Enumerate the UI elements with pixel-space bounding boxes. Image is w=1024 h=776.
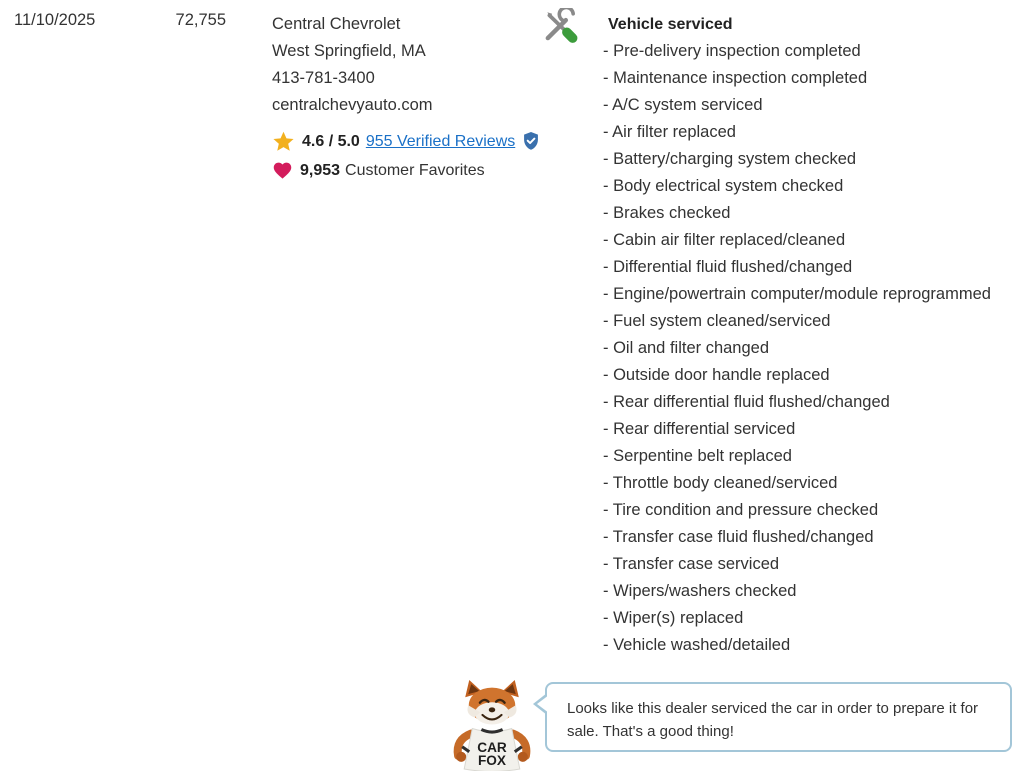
service-item: - Vehicle washed/detailed [603, 636, 791, 654]
record-mileage: 72,755 [175, 11, 226, 29]
service-item: - Differential fluid flushed/changed [603, 258, 853, 276]
service-item: - Transfer case fluid flushed/changed [603, 528, 874, 546]
verified-badge-icon [521, 131, 541, 151]
service-item: - Brakes checked [603, 204, 731, 222]
dealer-name: Central Chevrolet [272, 15, 401, 33]
customer-favorites-row [272, 157, 541, 183]
service-details [603, 11, 991, 659]
service-item: - Tire condition and pressure checked [603, 501, 879, 519]
service-item: - Engine/powertrain computer/module reprogrammed [603, 285, 991, 303]
star-icon [272, 130, 295, 153]
dealer-phone: 413-781-3400 [272, 69, 375, 87]
service-item: - Battery/charging system checked [603, 150, 857, 168]
heart-icon [272, 160, 293, 181]
carfox-mascot [444, 679, 540, 771]
service-item: - Serpentine belt replaced [603, 447, 792, 465]
svg-text:CAR: CAR [477, 739, 507, 755]
dealer-rating-row [272, 128, 541, 154]
carfox-speech-text: Looks like this dealer serviced the car in order to prepare it for sale. That's a good thing! [567, 700, 979, 740]
service-item: - Rear differential fluid flushed/changed [603, 393, 890, 411]
service-item: - Transfer case serviced [603, 555, 780, 573]
verified-reviews-link[interactable]: 955 Verified Reviews [365, 132, 516, 150]
service-item: - Maintenance inspection completed [603, 69, 868, 87]
service-title: Vehicle serviced [608, 16, 733, 33]
service-item: - Throttle body cleaned/serviced [603, 474, 838, 492]
service-item: - Rear differential serviced [603, 420, 796, 438]
service-item: - Oil and filter changed [603, 339, 770, 357]
carfox-speech-bubble [545, 682, 1012, 752]
service-item: - Outside door handle replaced [603, 366, 830, 384]
service-item-list [603, 38, 991, 659]
dealer-rating-value: 4.6 / 5.0 [302, 132, 360, 150]
favorites-count: 9,953 [300, 161, 341, 179]
service-item: - Cabin air filter replaced/cleaned [603, 231, 846, 249]
dealer-website: centralchevyauto.com [272, 96, 433, 114]
dealer-info [272, 11, 541, 183]
dealer-location: West Springfield, MA [272, 42, 426, 60]
service-item: - Wiper(s) replaced [603, 609, 744, 627]
service-item: - Wipers/washers checked [603, 582, 797, 600]
svg-text:FOX: FOX [477, 752, 507, 768]
service-item: - Body electrical system checked [603, 177, 844, 195]
record-date: 11/10/2025 [14, 11, 96, 29]
favorites-label: Customer Favorites [345, 161, 485, 179]
service-item: - A/C system serviced [603, 96, 763, 114]
service-tools-icon [541, 8, 579, 51]
service-item: - Air filter replaced [603, 123, 736, 141]
service-item: - Pre-delivery inspection completed [603, 42, 861, 60]
service-item: - Fuel system cleaned/serviced [603, 312, 831, 330]
